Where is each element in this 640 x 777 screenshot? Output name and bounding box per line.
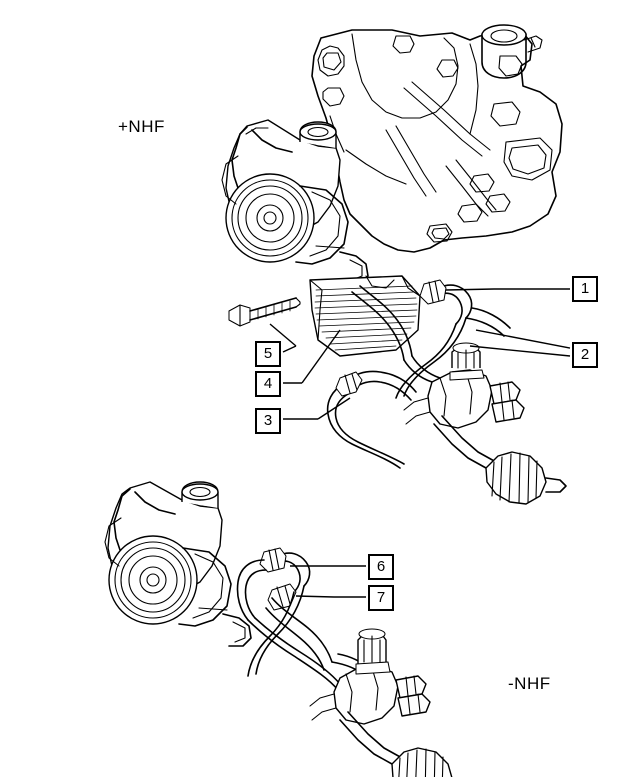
engine-block-upper	[312, 25, 562, 252]
callout-7[interactable]: 7	[368, 585, 394, 611]
callout-3[interactable]: 3	[255, 408, 281, 434]
hose-assembly-lower	[237, 548, 372, 690]
steering-gear-rack-lower	[310, 629, 452, 777]
callout-6[interactable]: 6	[368, 554, 394, 580]
power-steering-pump-upper	[222, 120, 368, 284]
power-steering-cooler-upper	[310, 276, 420, 356]
callout-leader-lines	[270, 289, 570, 597]
callout-5[interactable]: 5	[255, 341, 281, 367]
power-steering-pump-lower	[105, 482, 251, 646]
callout-1[interactable]: 1	[572, 276, 598, 302]
variant-label-upper: +NHF	[118, 117, 165, 136]
callout-2[interactable]: 2	[572, 342, 598, 368]
callout-4[interactable]: 4	[255, 371, 281, 397]
variant-label-lower: -NHF	[508, 674, 551, 693]
cooler-mounting-bolt	[229, 298, 300, 326]
